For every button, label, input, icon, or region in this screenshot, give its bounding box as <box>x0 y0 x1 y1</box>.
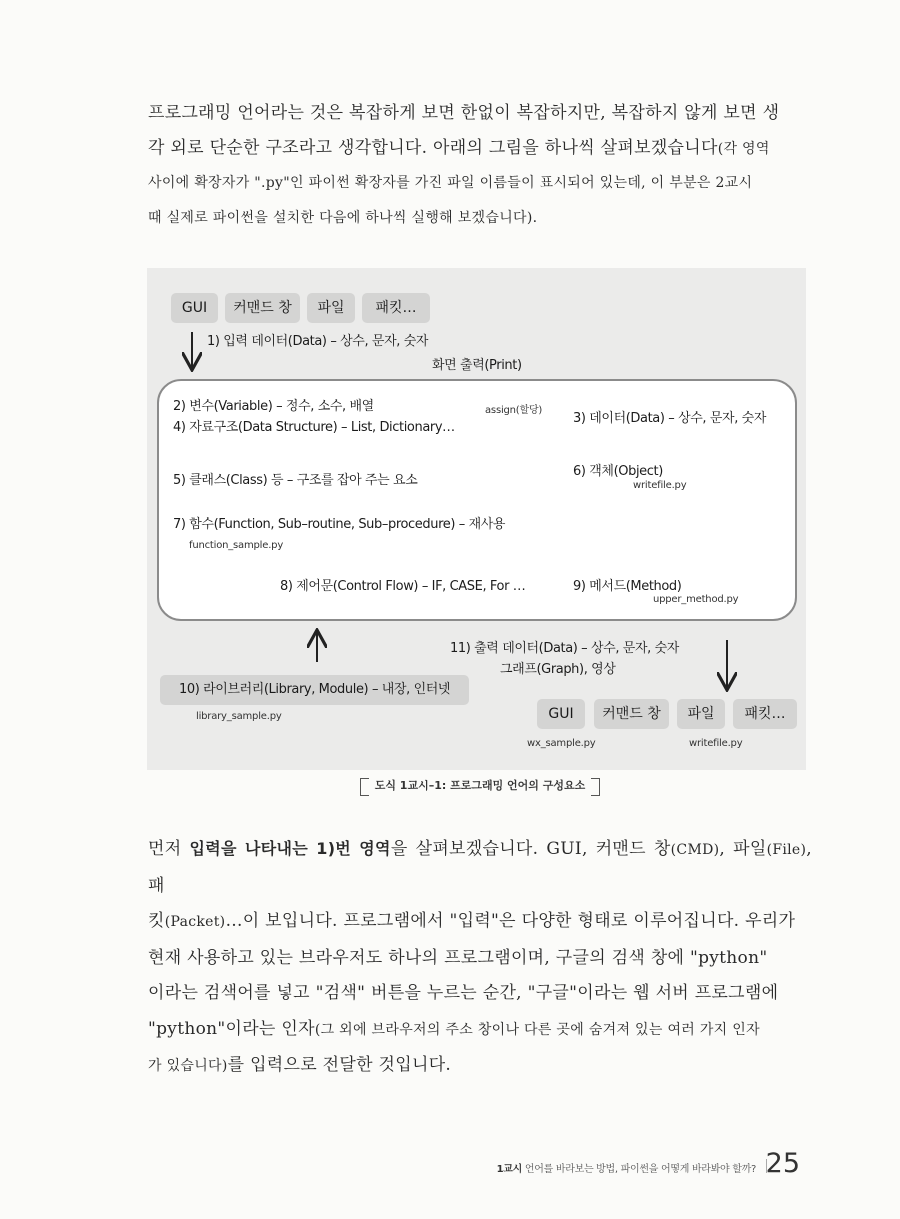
file-writefile: writefile.py <box>633 480 687 491</box>
footer-running-title <box>497 1160 756 1175</box>
body-line-6-b: 를 입력으로 전달한 것입니다. <box>227 1055 452 1075</box>
library-tag: 10) 라이브러리(Library, Module) – 내장, 인터넷 <box>160 675 469 705</box>
step-11-graph: 그래프(Graph), 영상 <box>500 662 616 677</box>
input-tag-file: 파일 <box>307 293 355 323</box>
step-7-function: 7) 함수(Function, Sub–routine, Sub–procedure) – 재사용 <box>173 517 506 532</box>
body-line-1-d: , 패 <box>148 839 812 896</box>
step-11-output-data: 11) 출력 데이터(Data) – 상수, 문자, 숫자 <box>450 641 679 656</box>
intro-line-4: 때 실제로 파이썬을 설치한 다음에 하나씩 실행해 보겠습니다). <box>148 209 538 226</box>
footer-title: 언어를 바라보는 방법, 파이썬을 어떻게 바라봐야 할까? <box>522 1164 756 1175</box>
file-writefile-output: writefile.py <box>689 738 743 749</box>
intro-line-2-main: 각 외로 단순한 구조라고 생각합니다. 아래의 그림을 하나씩 살펴보겠습니다 <box>148 137 718 158</box>
body-line-6 <box>148 1048 812 1085</box>
body-line-1 <box>148 831 812 904</box>
step-6-object: 6) 객체(Object) <box>573 464 663 479</box>
output-tag-file: 파일 <box>677 699 725 729</box>
step-1-input-data: 1) 입력 데이터(Data) – 상수, 문자, 숫자 <box>207 334 429 349</box>
file-wx-sample: wx_sample.py <box>527 738 596 749</box>
step-4-data-structure: 4) 자료구조(Data Structure) – List, Dictionary… <box>173 420 455 435</box>
caption-bracket-right <box>591 778 600 796</box>
body-line-6-note: 가 있습니다) <box>148 1058 228 1074</box>
body-line-3: 현재 사용하고 있는 브라우저도 하나의 프로그램이며, 구글의 검색 창에 "python" <box>148 947 768 968</box>
output-tag-packet: 패킷… <box>733 699 797 729</box>
step-8-control-flow: 8) 제어문(Control Flow) – IF, CASE, For … <box>280 579 526 594</box>
page-footer <box>470 1148 800 1182</box>
file-upper-method: upper_method.py <box>653 594 739 605</box>
output-tag-gui: GUI <box>537 699 585 729</box>
body-line-5-note: (그 외에 브라우저의 주소 창이나 다른 곳에 숨겨져 있는 여러 가지 인자 <box>314 1021 760 1038</box>
body-line-2-a: 킷 <box>148 911 165 931</box>
body-line-1-b: 을 살펴보겠습니다. GUI, 커맨드 창 <box>390 839 671 859</box>
body-line-1-c: , 파일 <box>719 839 767 859</box>
step-9-method: 9) 메서드(Method) <box>573 579 682 594</box>
caption-text: 도식 1교시–1: 프로그래밍 언어의 구성요소 <box>374 779 586 792</box>
body-line-2 <box>148 904 812 941</box>
caption-bracket-left <box>360 778 369 796</box>
file-library-sample: library_sample.py <box>196 711 282 722</box>
body-line-5 <box>148 1012 812 1049</box>
diagram-figure <box>147 268 806 770</box>
intro-paragraph <box>148 96 812 235</box>
body-line-2-packet: (Packet) <box>164 914 226 930</box>
step-5-class: 5) 클래스(Class) 등 – 구조를 잡아 주는 요소 <box>173 473 418 488</box>
step-2-variable: 2) 변수(Variable) – 정수, 소수, 배열 <box>173 399 374 414</box>
body-line-1-cmd: (CMD) <box>670 842 720 858</box>
body-line-2-b: …이 보입니다. 프로그램에서 "입력"은 다양한 형태로 이루어집니다. 우리가 <box>225 911 796 931</box>
step-3-data: 3) 데이터(Data) – 상수, 문자, 숫자 <box>573 411 766 426</box>
body-line-1-bold: 입력을 나타내는 1)번 영역 <box>189 839 391 858</box>
body-line-5-a: "python"이라는 인자 <box>148 1018 315 1039</box>
screen-output-label: 화면 출력(Print) <box>432 358 522 373</box>
body-line-1-file: (File) <box>766 842 807 858</box>
body-paragraph <box>148 831 812 1085</box>
intro-line-2 <box>148 131 812 167</box>
output-tag-cmd: 커맨드 창 <box>594 699 669 729</box>
input-tag-cmd: 커맨드 창 <box>225 293 300 323</box>
input-tag-gui: GUI <box>171 293 218 323</box>
intro-line-2-note: (각 영역 <box>717 140 770 157</box>
page-number: 25 <box>765 1148 800 1179</box>
footer-chapter: 1교시 <box>496 1164 523 1175</box>
intro-line-1: 프로그래밍 언어라는 것은 복잡하게 보면 한없이 복잡하지만, 복잡하지 않게 보면 생 <box>148 103 780 123</box>
body-line-1-a: 먼저 <box>148 839 190 859</box>
file-function-sample: function_sample.py <box>189 540 284 551</box>
intro-line-3: 사이에 확장자가 ".py"인 파이썬 확장자를 가진 파일 이름들이 표시되어 있는데, 이 부분은 2교시 <box>148 175 753 191</box>
assign-label: assign(할당) <box>485 405 543 416</box>
input-tag-packet: 패킷… <box>362 293 430 323</box>
figure-caption <box>360 778 600 796</box>
body-line-4: 이라는 검색어를 넣고 "검색" 버튼을 누르는 순간, "구글"이라는 웹 서버 프로그램에 <box>148 983 779 1003</box>
